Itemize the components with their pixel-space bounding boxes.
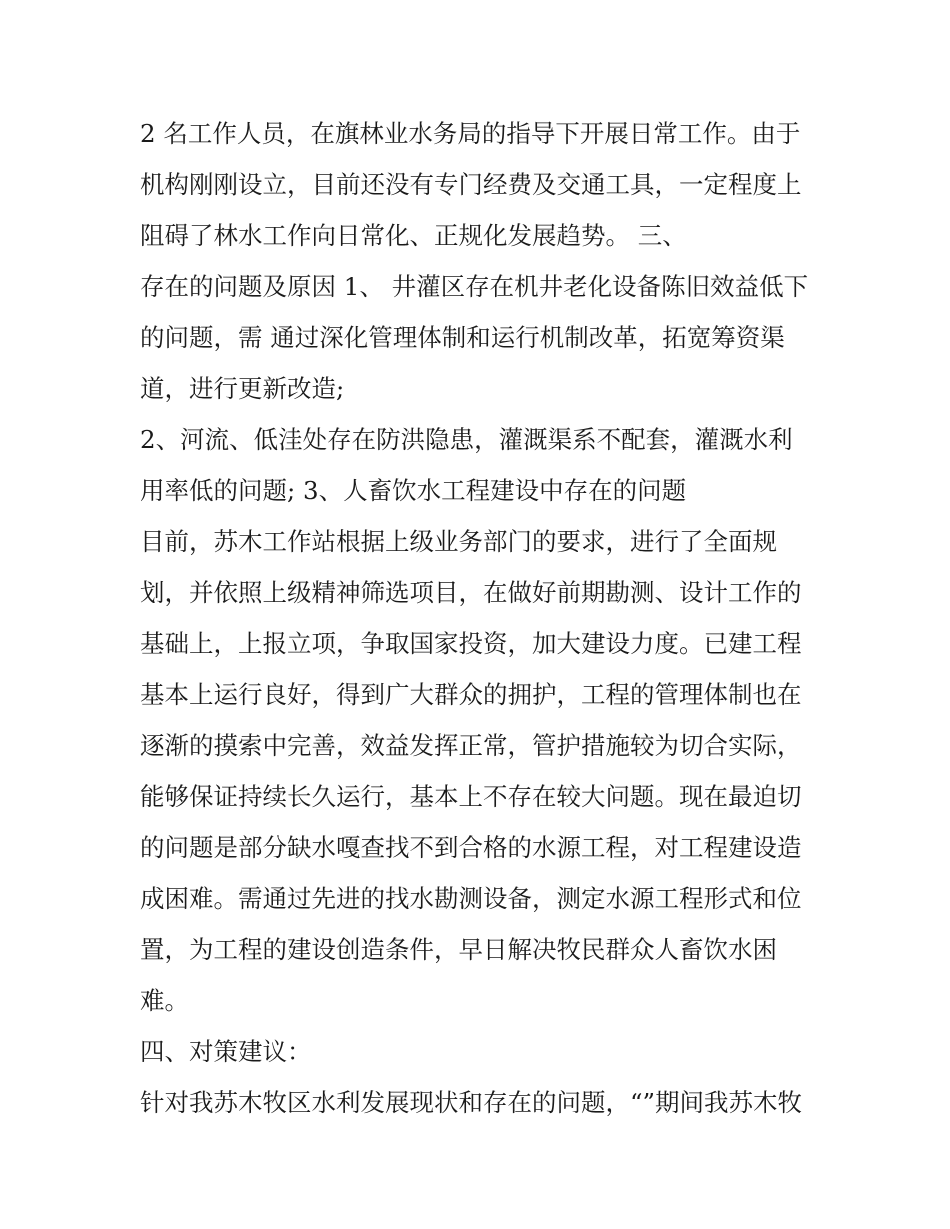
text-line: 的问题，需 通过深化管理体制和运行机制改革，拓宽筹资渠 [140,323,785,352]
text-line: 基础上，上报立项，争取国家投资，加大建设力度。已建工程 [140,629,802,658]
text-line: 机构刚刚设立，目前还没有专门经费及交通工具，一定程度上 [140,170,802,199]
text-line: 存在的问题及原因 1、 井灌区存在机井老化设备陈旧效益低下 [140,272,809,301]
text-line: 2、河流、低洼处存在防洪隐患，灌溉渠系不配套，灌溉水利 [140,425,793,454]
text-line: 针对我苏木牧区水利发展现状和存在的问题，“”期间我苏木牧 [140,1088,803,1117]
text-line: 的问题是部分缺水嘎查找不到合格的水源工程，对工程建设造 [140,833,802,862]
text-line: 阻碍了林水工作向日常化、正规化发展趋势。 三、 [140,221,687,250]
text-line: 能够保证持续长久运行，基本上不存在较大问题。现在最迫切 [140,782,802,811]
text-line: 难。 [140,986,189,1015]
text-line: 基本上运行良好，得到广大群众的拥护，工程的管理体制也在 [140,680,802,709]
section-heading: 四、对策建议： [140,1037,312,1066]
text-line: 2 名工作人员，在旗林业水务局的指导下开展日常工作。由于 [140,119,801,148]
text-line: 划，并依照上级精神筛选项目，在做好前期勘测、设计工作的 [140,578,802,607]
text-line: 用率低的问题; 3、人畜饮水工程建设中存在的问题 [140,476,687,505]
body-text [140,108,820,1128]
text-line: 置，为工程的建设创造条件，早日解决牧民群众人畜饮水困 [140,935,777,964]
text-line: 成困难。需通过先进的找水勘测设备，测定水源工程形式和位 [140,884,802,913]
text-line: 目前，苏木工作站根据上级业务部门的要求，进行了全面规 [140,527,777,556]
text-line: 道，进行更新改造; [140,374,345,403]
text-line: 逐渐的摸索中完善，效益发挥正常，管护措施较为切合实际， [140,731,802,760]
